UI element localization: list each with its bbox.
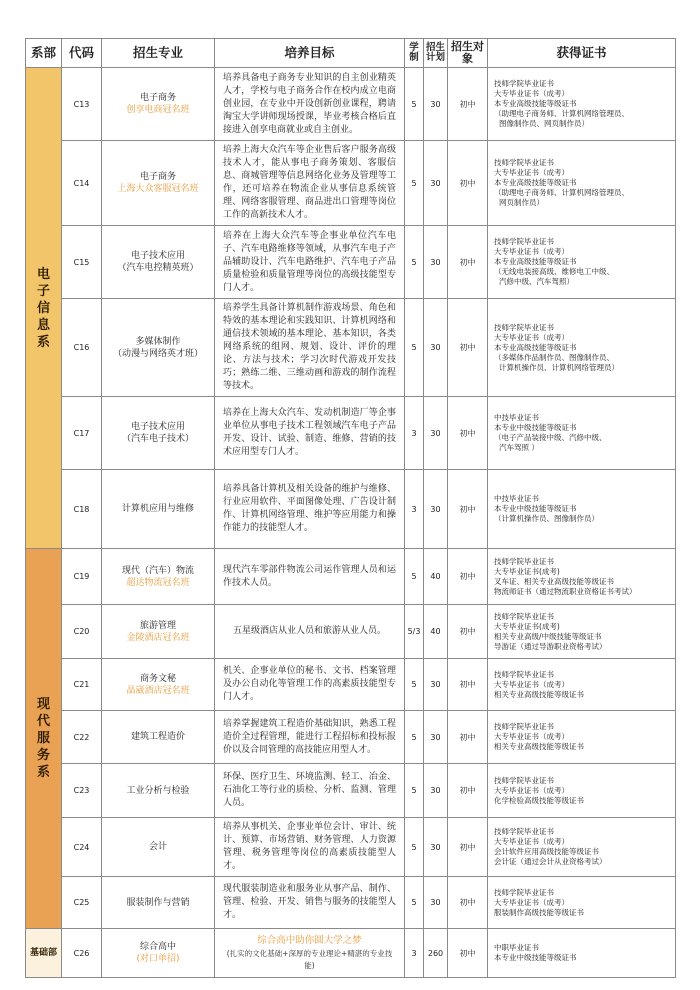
plan-cell: 30 xyxy=(424,226,448,299)
years-cell: 5 xyxy=(405,877,424,929)
cert-line: 技师学院毕业证书 xyxy=(494,611,554,621)
cert-line: 大专毕业证书（成考） xyxy=(494,168,569,177)
major-name: 电子商务 xyxy=(139,172,176,182)
goal-cell: 现代服装制造业和服务业从事产品、制作、管理、检验、开发、销售与服务的技能型人才。 xyxy=(215,877,405,929)
cert-line: 图像制作员、网页制作员） xyxy=(499,119,589,128)
major-cell xyxy=(102,226,215,299)
major-cell xyxy=(102,711,215,764)
cert-line: 本专业高级技能等级证书 xyxy=(494,178,577,187)
code-cell: C25 xyxy=(62,877,102,929)
plan-cell: 40 xyxy=(424,605,448,659)
major-cell xyxy=(102,877,215,929)
major-name: 商务文秘 xyxy=(139,673,176,684)
major-subtitle: （汽车电子技术） xyxy=(121,434,194,444)
cert-line: 本专业中级技能等级证书 xyxy=(494,953,577,962)
goal-cell: 环保、医疗卫生、环境监测、轻工、冶金、石油化工等行业的质检、分析、监测、管理人员。 xyxy=(215,764,405,818)
goal-highlight: 综合高中助你圆大学之梦 xyxy=(257,935,362,946)
cert-line: 本专业高级技能等级证书 xyxy=(494,99,577,108)
cert-line: 技师学院毕业证书 xyxy=(494,556,554,566)
code-cell: C21 xyxy=(62,659,102,711)
major-brand: 创享电商冠名班 xyxy=(126,105,190,115)
cert-cell xyxy=(488,929,676,978)
cert-line: 相关专业高级技能等级证书 xyxy=(494,742,584,751)
goal-cell: 培养上海大众汽车等企业售后客户服务高级技术人才，能从事电子商务策划、客服信息、商城管理等信息网络化业务及管理等工作，还可培养在物流企业从事信息系统管理、网络客服管理、商品进出口管理等岗位工作的高新技术人才。 xyxy=(215,141,405,226)
goal-cell: 培养在上海大众汽车等企事业单位汽车电子、汽车电路维修等领域，从事汽车电子产品辅助设计、汽车电路维护、汽车电子产品质量检验和质量管理等岗位的高级技能型专门人才。 xyxy=(215,226,405,299)
cert-cell xyxy=(488,141,676,226)
major-name: 电子商务 xyxy=(139,93,176,103)
cert-line: 服装制作高级技能等级证书 xyxy=(494,907,584,917)
plan-cell: 30 xyxy=(424,659,448,711)
code-cell: C16 xyxy=(62,299,102,397)
cert-line: 物流师证书（通过物流职业资格证书考试） xyxy=(494,586,637,596)
table-row xyxy=(26,226,676,299)
major-name: 电子技术应用 xyxy=(130,422,185,432)
target-cell: 初中 xyxy=(448,397,488,470)
code-cell: C23 xyxy=(62,764,102,818)
admissions-table-sheet xyxy=(25,38,675,978)
cert-line: 会计证（通过会计从业资格考试） xyxy=(494,857,607,866)
code-cell: C24 xyxy=(62,818,102,877)
goal-cell: 培养具备计算机及相关设备的维护与维修、行业应用软件、平面图像处理、广告设计制作、计算机网络管理、维护等应用能力和操作能力的技能型人才。 xyxy=(215,470,405,549)
years-cell: 5 xyxy=(405,299,424,397)
cert-line: 技师学院毕业证书 xyxy=(494,322,554,332)
cert-line: 大专毕业证书（成考） xyxy=(494,837,569,846)
plan-cell: 30 xyxy=(424,141,448,226)
major-cell xyxy=(102,764,215,818)
table-row xyxy=(26,929,676,978)
major-cell xyxy=(102,929,215,978)
major-name: 现代（汽车）物流 xyxy=(121,565,194,576)
target-cell: 初中 xyxy=(448,299,488,397)
cert-cell xyxy=(488,818,676,877)
plan-cell: 30 xyxy=(424,764,448,818)
major-brand: 金陵酒店冠名班 xyxy=(126,632,190,643)
table-row xyxy=(26,68,676,141)
major-cell xyxy=(102,605,215,659)
major-cell xyxy=(102,470,215,549)
cert-line: 叉车证、相关专业高级技能等级证书 xyxy=(494,576,614,586)
code-cell: C19 xyxy=(62,549,102,605)
code-cell: C20 xyxy=(62,605,102,659)
years-cell: 5/3 xyxy=(405,605,424,659)
table-row xyxy=(26,141,676,226)
years-cell: 3 xyxy=(405,397,424,470)
cert-line: 会计软件应用高级技能等级证书 xyxy=(494,847,599,856)
header-years: 学制 xyxy=(405,39,424,68)
cert-line: 大专毕业证书（成考） xyxy=(494,89,569,98)
plan-cell: 260 xyxy=(424,929,448,978)
target-cell: 初中 xyxy=(448,877,488,929)
major-name: 旅游管理 xyxy=(139,620,176,631)
cert-cell xyxy=(488,549,676,605)
code-cell: C18 xyxy=(62,470,102,549)
years-cell: 3 xyxy=(405,929,424,978)
cert-cell xyxy=(488,299,676,397)
dept-services: 现代服务系 xyxy=(26,549,62,929)
cert-line: （计算机操作员、图像制作员） xyxy=(494,514,599,523)
admissions-table xyxy=(25,38,676,978)
major-cell xyxy=(102,549,215,605)
major-name: 综合高中 xyxy=(139,942,176,952)
plan-cell: 30 xyxy=(424,877,448,929)
dept-basic: 基础部 xyxy=(26,929,62,978)
cert-line: 中职毕业证书 xyxy=(494,943,539,952)
target-cell: 初中 xyxy=(448,929,488,978)
target-cell: 初中 xyxy=(448,764,488,818)
goal-subtitle: (扎实的文化基础+深厚的专业理论+精湛的专业技能) xyxy=(226,949,393,970)
plan-cell: 30 xyxy=(424,818,448,877)
cert-line: 本专业高级技能等级证书 xyxy=(494,257,577,266)
cert-line: 大专毕业证书（成考） xyxy=(494,679,569,689)
cert-cell xyxy=(488,711,676,764)
header-row xyxy=(26,39,676,68)
code-cell: C14 xyxy=(62,141,102,226)
cert-line: （助理电子商务师、计算机网络管理员、 xyxy=(494,188,629,197)
goal-cell: 培养学生具备计算机制作游戏场景、角色和特效的基本理论和实践知识、计算机网络和通信技术领域的基本理论、基本知识，各类网络系统的组网、规划、设计、评价的理论、方法与技术；学习次时代游戏开发技巧；熟练二维、三维动画和游戏的制作流程等技术。 xyxy=(215,299,405,397)
major-cell xyxy=(102,68,215,141)
table-row xyxy=(26,605,676,659)
cert-line: 本专业中级技能等级证书 xyxy=(494,504,577,513)
target-cell: 初中 xyxy=(448,226,488,299)
years-cell: 5 xyxy=(405,68,424,141)
code-cell: C17 xyxy=(62,397,102,470)
cert-line: 技师学院毕业证书 xyxy=(494,827,554,836)
cert-line: 中技毕业证书 xyxy=(494,413,539,422)
code-cell: C15 xyxy=(62,226,102,299)
code-cell: C22 xyxy=(62,711,102,764)
goal-cell: 培养从事机关、企事业单位会计、审计、统计、预算、市场营销、财务管理、人力资源管理、税务管理等岗位的高素质技能型人才。 xyxy=(215,818,405,877)
cert-line: 技师学院毕业证书 xyxy=(494,887,554,897)
major-brand: 超达物流冠名班 xyxy=(126,577,190,588)
major-name: 电子技术应用 xyxy=(130,251,185,261)
goal-cell xyxy=(215,929,405,978)
header-major: 招生专业 xyxy=(102,39,215,68)
table-row xyxy=(26,470,676,549)
cert-line: 大专毕业证书(成考) xyxy=(494,621,560,631)
plan-cell: 30 xyxy=(424,299,448,397)
code-cell: C26 xyxy=(62,929,102,978)
major-cell xyxy=(102,141,215,226)
major-subtitle: （动漫与网络英才班） xyxy=(112,348,203,359)
code-cell: C13 xyxy=(62,68,102,141)
major-name: 服装制作与营销 xyxy=(126,897,190,908)
cert-line: 技师学院毕业证书 xyxy=(494,158,554,167)
target-cell: 初中 xyxy=(448,141,488,226)
cert-line: 大专毕业证书（成考） xyxy=(494,332,569,342)
plan-cell: 30 xyxy=(424,470,448,549)
major-subtitle: （汽车电控精英班） xyxy=(117,263,199,273)
years-cell: 5 xyxy=(405,226,424,299)
target-cell: 初中 xyxy=(448,68,488,141)
cert-line: 汽车驾照 ） xyxy=(499,443,539,452)
table-row xyxy=(26,877,676,929)
cert-line: （电子产品装接中级、汽修中级、 xyxy=(494,433,607,442)
cert-line: 大专毕业证书(成考) xyxy=(494,566,560,576)
years-cell: 5 xyxy=(405,549,424,605)
cert-cell xyxy=(488,877,676,929)
cert-line: 相关专业高级/中级技能等级证书 xyxy=(494,631,602,641)
goal-cell: 培养在上海大众汽车、发动机制造厂等企事业单位从事电子技术工程领域汽车电子产品开发、设计、试验、制造、维修、营销的技术应用型专门人才。 xyxy=(215,397,405,470)
target-cell: 初中 xyxy=(448,711,488,764)
major-cell xyxy=(102,659,215,711)
plan-cell: 30 xyxy=(424,68,448,141)
years-cell: 3 xyxy=(405,470,424,549)
cert-line: （多媒体作品制作员、图像制作员、 xyxy=(494,352,614,362)
plan-cell: 30 xyxy=(424,397,448,470)
cert-cell xyxy=(488,605,676,659)
major-name: 计算机应用与维修 xyxy=(121,504,194,514)
cert-line: 大专毕业证书（成考） xyxy=(494,732,569,741)
plan-cell: 30 xyxy=(424,711,448,764)
cert-line: 本专业高级技能等级证书 xyxy=(494,342,577,352)
cert-line: （无线电装接高级、维修电工中级、 xyxy=(494,267,614,276)
header-goal: 培养目标 xyxy=(215,39,405,68)
dept-electronics: 电子信息系 xyxy=(26,68,62,549)
goal-cell: 培养具备电子商务专业知识的自主创业精英人才，学校与电子商务合作在校内成立电商创业园，在专业中开设创新创业课程，聘请淘宝大学讲师现场授课，毕业考核合格后直接进入创享电商就业或自主创业。 xyxy=(215,68,405,141)
target-cell: 初中 xyxy=(448,470,488,549)
major-cell xyxy=(102,299,215,397)
cert-line: 计算机操作员、计算机网络管理员） xyxy=(499,362,619,372)
goal-cell: 机关、企事业单位的秘书、文书、档案管理及办公自动化等管理工作的高素质技能型专门人才。 xyxy=(215,659,405,711)
cert-line: 技师学院毕业证书 xyxy=(494,722,554,731)
cert-cell xyxy=(488,226,676,299)
years-cell: 5 xyxy=(405,764,424,818)
header-plan: 招生计划 xyxy=(424,39,448,68)
table-row xyxy=(26,397,676,470)
cert-cell xyxy=(488,68,676,141)
target-cell: 初中 xyxy=(448,549,488,605)
cert-cell xyxy=(488,659,676,711)
cert-line: 技师学院毕业证书 xyxy=(494,237,554,246)
major-brand: (对口单招) xyxy=(136,954,180,964)
cert-line: 大专毕业证书（成考） xyxy=(494,897,569,907)
cert-line: 技师学院毕业证书 xyxy=(494,669,554,679)
cert-line: 大专毕业证书（成考） xyxy=(494,247,569,256)
header-dept: 系部 xyxy=(26,39,62,68)
cert-line: 相关专业高级技能等级证书 xyxy=(494,689,584,699)
major-name: 建筑工程造价 xyxy=(130,732,185,742)
table-row xyxy=(26,549,676,605)
major-cell xyxy=(102,818,215,877)
target-cell: 初中 xyxy=(448,659,488,711)
goal-cell: 五星级酒店从业人员和旅游从业人员。 xyxy=(215,605,405,659)
plan-cell: 40 xyxy=(424,549,448,605)
goal-cell: 现代汽车零部件物流公司运作管理人员和运作技术人员。 xyxy=(215,549,405,605)
cert-line: 技师学院毕业证书 xyxy=(494,775,554,785)
cert-line: 汽修中级、汽车驾照） xyxy=(499,277,574,286)
table-row xyxy=(26,659,676,711)
target-cell: 初中 xyxy=(448,605,488,659)
major-name: 多媒体制作 xyxy=(135,336,181,347)
major-name: 工业分析与检验 xyxy=(126,785,190,796)
cert-line: 大专毕业证书（成考） xyxy=(494,785,569,795)
years-cell: 5 xyxy=(405,711,424,764)
goal-cell: 培养掌握建筑工程造价基础知识，熟悉工程造价全过程管理，能进行工程招标和投标报价以及合同管理的高技能应用型人才。 xyxy=(215,711,405,764)
table-row xyxy=(26,299,676,397)
cert-cell xyxy=(488,764,676,818)
major-brand: 上海大众客服冠名班 xyxy=(117,184,199,194)
header-target: 招生对象 xyxy=(448,39,488,68)
target-cell: 初中 xyxy=(448,818,488,877)
header-code: 代码 xyxy=(62,39,102,68)
cert-cell xyxy=(488,470,676,549)
cert-line: 中技毕业证书 xyxy=(494,494,539,503)
cert-line: 导游证（通过导游职业资格考试） xyxy=(494,641,607,651)
major-cell xyxy=(102,397,215,470)
years-cell: 5 xyxy=(405,818,424,877)
cert-cell xyxy=(488,397,676,470)
cert-line: 技师学院毕业证书 xyxy=(494,79,554,88)
cert-line: 本专业中级技能等级证书 xyxy=(494,423,577,432)
years-cell: 5 xyxy=(405,659,424,711)
major-name: 会计 xyxy=(148,842,167,852)
major-brand: 晶崴酒店冠名班 xyxy=(126,685,190,696)
table-row xyxy=(26,711,676,764)
cert-line: （助理电子商务师、计算机网络管理员、 xyxy=(494,109,629,118)
cert-line: 网页制作员） xyxy=(499,198,544,207)
years-cell: 5 xyxy=(405,141,424,226)
table-row xyxy=(26,764,676,818)
header-cert: 获得证书 xyxy=(488,39,676,68)
table-row xyxy=(26,818,676,877)
cert-line: 化学检验高级技能等级证书 xyxy=(494,795,584,805)
